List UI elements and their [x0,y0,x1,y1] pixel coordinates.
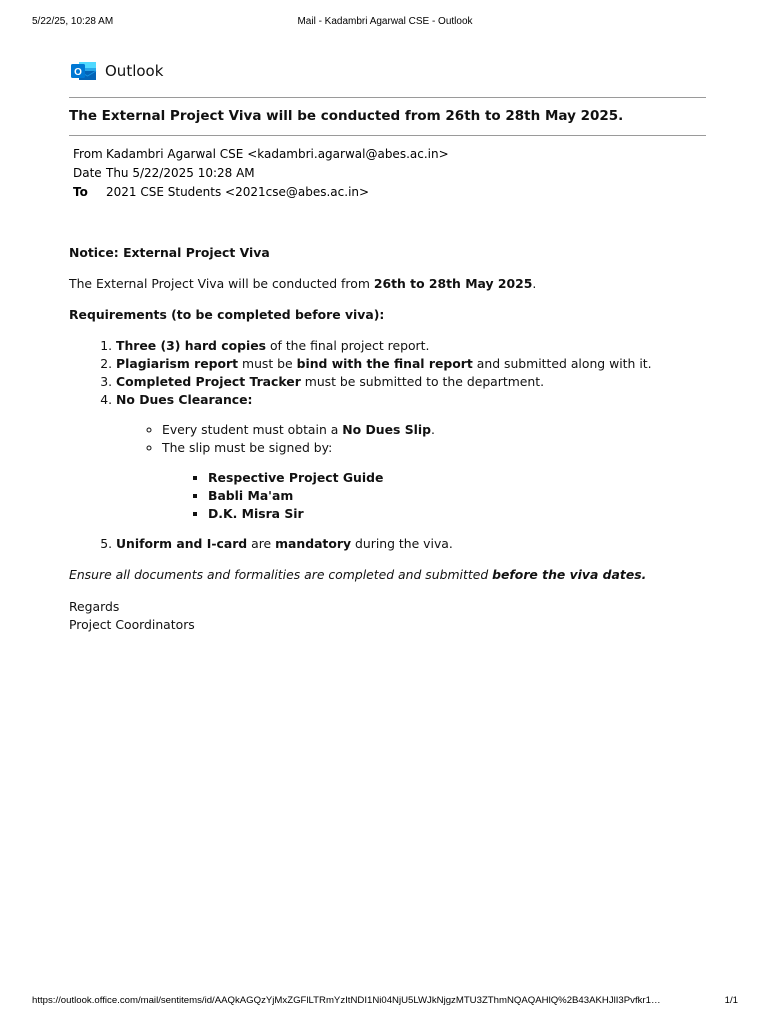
req4-bold: No Dues Clearance: [116,392,253,407]
ensure-paragraph [69,566,719,584]
meta-from-label: From [73,147,103,161]
print-url: https://outlook.office.com/mail/sentitems/id/AAQkAGQzYjMxZGFlLTRmYzItNDI1Ni04NjU5LWJkNjgzMTU3ZThmNQAQAHlQ%2B43AKHJlI3Pvfkr1… [32,995,661,1006]
signer-item: ▪ Respective Project Guide [208,469,719,487]
signature-line: Project Coordinators [69,617,195,632]
req2-bold1: Plagiarism report [116,356,239,371]
req5-bold2: mandatory [275,536,352,551]
requirement-item-4 [116,391,719,523]
requirement-item-1 [116,337,719,355]
req3-bold: Completed Project Tracker [116,374,301,389]
divider-subject [69,135,706,136]
requirement-item-2 [116,355,719,373]
outlook-brand [70,57,163,85]
print-datetime: 5/22/25, 10:28 AM [32,16,114,27]
notice-heading: Notice: External Project Viva [69,245,270,260]
print-footer [32,995,738,1009]
intro-text: The External Project Viva will be conducted from [69,276,374,291]
intro-paragraph [69,275,719,293]
intro-period: . [532,276,537,291]
email-body [69,244,719,634]
req2-mid: must be [238,356,297,371]
no-dues-sublist [116,421,719,523]
meta-date-row [73,164,449,183]
email-subject: The External Project Viva will be conducted from 26th to 28th May 2025. [69,108,624,124]
meta-to-row [73,183,449,202]
requirements-heading [69,306,719,324]
svg-text:O: O [74,67,82,78]
sub2-text: The slip must be signed by: [162,440,333,455]
signer-item: ▪ D.K. Misra Sir [208,505,719,523]
sub1-text: Every student must obtain a [162,422,343,437]
print-page-title: Mail - Kadambri Agarwal CSE - Outlook [297,16,473,27]
outlook-logo-icon [70,59,97,83]
ensure-text: Ensure all documents and formalities are completed and submitted [69,567,493,582]
requirement-item-3 [116,373,719,391]
meta-from-value: Kadambri Agarwal CSE <kadambri.agarwal@abes.ac.in> [106,147,449,161]
outlook-brand-name: Outlook [105,62,164,80]
divider-top [69,97,706,98]
intro-dates: 26th to 28th May 2025 [373,276,533,291]
meta-date-label: Date [73,166,102,180]
req2-text: and submitted along with it. [472,356,652,371]
sub1-bold: No Dues Slip [342,422,431,437]
print-page-number: 1/1 [724,995,738,1006]
print-header [32,16,738,30]
requirements-list [69,337,719,553]
signers-list [162,469,719,523]
email-meta [73,145,449,202]
sub1-period: . [430,422,435,437]
requirements-heading-text: Requirements (to be completed before viva): [69,307,385,322]
req2-bold2: bind with the final report [296,356,473,371]
req3-text: must be submitted to the department. [300,374,545,389]
req1-text: of the final project report. [266,338,430,353]
req1-bold: Three (3) hard copies [116,338,266,353]
req5-bold1: Uniform and I-card [116,536,248,551]
regards-line: Regards [69,599,120,614]
meta-to-value: 2021 CSE Students <2021cse@abes.ac.in> [106,185,370,199]
meta-to-label: To [73,185,88,199]
req5-text: during the viva. [351,536,453,551]
requirement-item-5 [116,535,719,553]
signer-item: ▪ Babli Ma'am [208,487,719,505]
no-dues-item-1 [162,421,719,439]
meta-date-value: Thu 5/22/2025 10:28 AM [106,166,255,180]
no-dues-item-2 [162,439,719,523]
meta-from-row [73,145,449,164]
ensure-bold: before the viva dates. [492,567,647,582]
req5-mid: are [247,536,276,551]
